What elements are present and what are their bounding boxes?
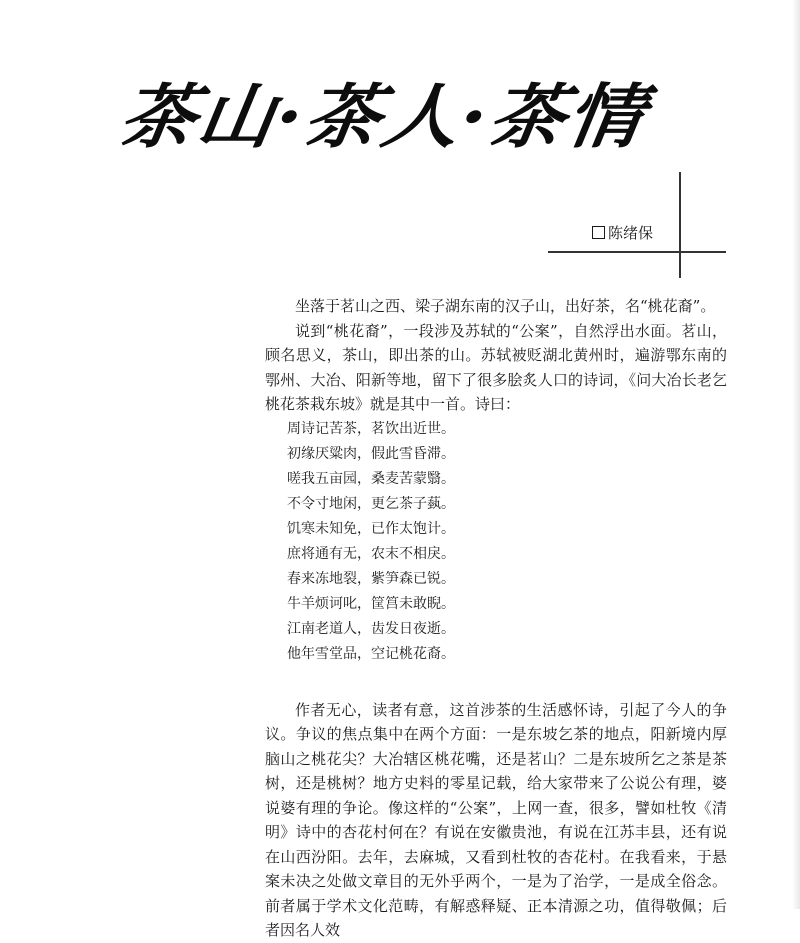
- title-calligraphy: 茶山·茶人·茶情: [114, 75, 651, 158]
- byline: [592, 222, 653, 243]
- poem-line: 牛羊烦诃叱，筐筥未敢睨。: [287, 595, 455, 612]
- poem-line: 他年雪堂品，空记桃花裔。: [287, 645, 455, 662]
- spacer: [265, 667, 727, 698]
- poem-line: 不令寸地闲，更乞茶子蓺。: [287, 495, 455, 512]
- poem-line: 初缘厌粱肉，假此雪昏滞。: [287, 445, 455, 462]
- poem: [287, 417, 727, 667]
- paragraph: 说到“桃花裔”，一段涉及苏轼的“公案”，自然浮出水面。茗山，顾名思义，茶山，即出茶的山。苏轼被贬湖北黄州时，遍游鄂东南的鄂州、大冶、阳新等地，留下了很多脍炙人口的诗词，《问大冶长老乞桃花茶栽东坡》就是其中一首。诗曰：: [265, 321, 727, 413]
- horizontal-rule: [548, 251, 726, 253]
- paragraph: 坐落于茗山之西、梁子湖东南的汉子山，出好茶，名“桃花裔”。: [295, 297, 716, 315]
- poem-line: 江南老道人，齿发日夜逝。: [287, 620, 455, 637]
- poem-line: 周诗记苦茶，茗饮出近世。: [287, 420, 455, 437]
- page-edge: [792, 0, 800, 909]
- article-body: [265, 294, 727, 943]
- vertical-rule: [679, 172, 681, 278]
- poem-line: 嗟我五亩园，桑麦苦蒙翳。: [287, 470, 455, 487]
- article-title: [114, 62, 680, 172]
- paragraph: 作者无心，读者有意，这首涉茶的生活感怀诗，引起了今人的争议。争议的焦点集中在两个方面：一是东坡乞茶的地点，阳新境内厚脑山之桃花尖？大冶辖区桃花嘴，还是茗山？二是东坡所乞之茶是茶树，还是桃树？地方史料的零星记载，给大家带来了公说公有理，婆说婆有理的争论。像这样的“公案”，上网一查，很多，譬如杜牧《清明》诗中的杏花村何在？有说在安徽贵池，有说在江苏丰县，还有说在山西汾阳。去年，去麻城，又看到杜牧的杏花村。在我看来，于悬案未决之处做文章目的无外乎两个，一是为了治学，一是成全俗念。前者属于学术文化范畴，有解惑释疑、正本清源之功，值得敬佩；后者因名人效: [265, 700, 727, 939]
- author-name: 陈绪保: [608, 224, 654, 242]
- poem-line: 饥寒未知免，已作太饱计。: [287, 520, 455, 537]
- poem-line: 春来冻地裂，紫笋森已锐。: [287, 570, 455, 587]
- poem-line: 庶将通有无，农末不相戾。: [287, 545, 455, 562]
- square-marker-icon: [592, 226, 605, 239]
